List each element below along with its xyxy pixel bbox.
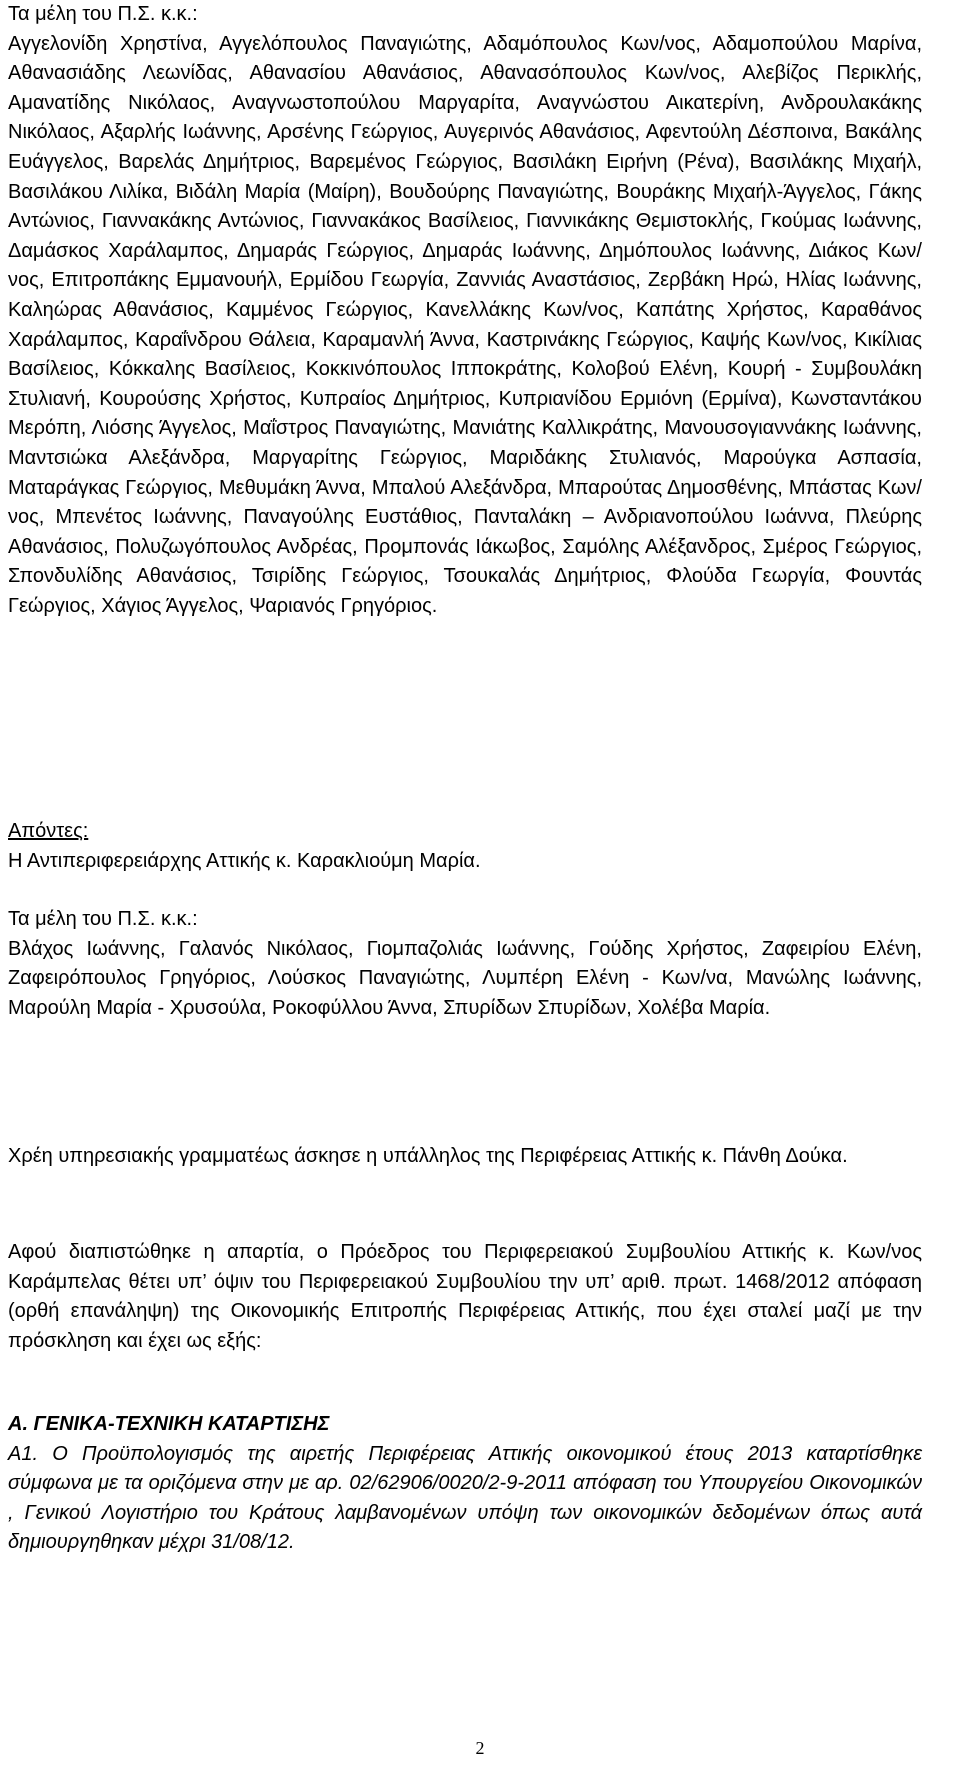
quorum-section: [8, 1238, 922, 1356]
absent-heading: Απόντες:: [8, 820, 89, 842]
page-number: 2: [475, 1738, 485, 1758]
section-a1-paragraph: Α1. Ο Προϋπολογισμός της αιρετής Περιφέρειας Αττικής οικονομικού έτους 2013 καταρτίσθηκε σύμφωνα με τα οριζόμενα στην με αρ. 02/62906/0020/2-9-2011 απόφαση του Υπουργείου Οικονομικών , Γενικού Λογιστήριο του Κράτους λαμβανομένων υπόψη των οικονομικών δεδομένων όπως αυτά δημιουργηθηκαν μέχρι 31/08/12.: [8, 1442, 922, 1554]
section-a-heading: Α. ΓΕΝΙΚΑ-ΤΕΧΝΙΚΗ ΚΑΤΑΡΤΙΣΗΣ: [8, 1413, 330, 1435]
present-members-list: Αγγελονίδη Χρηστίνα, Αγγελόπουλος Παναγιώτης, Αδαμόπουλος Κων/νος, Αδαμοπούλου Μαρίνα, Αθανασιάδης Λεωνίδας, Αθανασίου Αθανάσιος, Αθανασόπουλος Κων/νος, Αλεβίζος Περικλής, Αμανατίδης Νικόλαος, Αναγνωστοπούλου Μαργαρίτα, Αναγνώστου Αικατερίνη, Ανδρουλακάκης Νικόλαος, Αξαρλής Ιωάννης, Αρσένης Γεώργιος, Αυγερινός Αθανάσιος, Αφεντούλη Δέσποινα, Βακάλης Ευάγγελος, Βαρελάς Δημήτριος, Βαρεμένος Γεώργιος, Βασιλάκη Ειρήνη (Ρένα), Βασιλάκης Μιχαήλ, Βασιλάκου Λιλίκα, Βιδάλη Μαρία (Μαίρη), Βουδούρης Παναγιώτης, Βουράκης Μιχαήλ-Άγγελος, Γάκης Αντώνιος, Γιαννακάκης Αντώνιος, Γιαννακάκος Βασίλειος, Γιαννικάκης Θεμιστοκλής, Γκούμας Ιωάννης, Δαμάσκος Χαράλαμπος, Δημαράς Γεώργιος, Δημαράς Ιωάννης, Δημόπουλος Ιωάννης, Διάκος Κων/νος, Επιτροπάκης Εμμανουήλ, Ερμίδου Γεωργία, Ζαννιάς Αναστάσιος, Ζερβάκη Ηρώ, Ηλίας Ιωάννης, Καληώρας Αθανάσιος, Καμμένος Γεώργιος, Κανελλάκης Κων/νος, Καπάτης Χρήστος, Καραθάνος Χαράλαμπος, Καραΐνδρου Θάλεια, Καραμανλή Άννα, Καστρινάκης Γεώργιος, Καψής Κων/νος, Κικίλιας Βασίλειος, Κόκκαλης Βασίλειος, Κοκκινόπουλος Ιπποκράτης, Κολοβού Ελένη, Κουρή - Συμβουλάκη Στυλιανή, Κουρούσης Χρήστος, Κυπραίος Δημήτριος, Κυπριανίδου Ερμιόνη (Ερμίνα), Κωνσταντάκου Μερόπη, Λιόσης Άγγελος, Μαΐστρος Παναγιώτης, Μανιάτης Καλλικράτης, Μανουσογιαννάκης Ιωάννης, Μαντσιώκα Αλεξάνδρα, Μαργαρίτης Γεώργιος, Μαριδάκης Στυλιανός, Μαρούγκα Ασπασία, Ματαράγκας Γεώργιος, Μεθυμάκη Άννα, Μπαλού Αλεξάνδρα, Μπαρούτας Δημοσθένης, Μπάστας Κων/νος, Μπενέτος Ιωάννης, Παναγούλης Ευστάθιος, Πανταλάκη – Ανδριανοπούλου Ιωάννα, Πλεύρης Αθανάσιος, Πολυζωγόπουλος Ανδρέας, Προμπονάς Ιάκωβος, Σαμόλης Αλέξανδρος, Σμέρος Γεώργιος, Σπονδυλίδης Αθανάσιος, Τσιρίδης Γεώργιος, Τσουκαλάς Δημήτριος, Φλούδα Γεωργία, Φουντάς Γεώργιος, Χάγιος Άγγελος, Ψαριανός Γρηγόριος.: [8, 32, 922, 617]
secretary-text: Χρέη υπηρεσιακής γραμματέως άσκησε η υπάλληλος της Περιφέρειας Αττικής κ. Πάνθη Δούκα.: [8, 1145, 848, 1167]
quorum-text: Αφού διαπιστώθηκε η απαρτία, ο Πρόεδρος του Περιφερειακού Συμβουλίου Αττικής κ. Κων/νος Καράμπελας θέτει υπ’ όψιν του Περιφερειακού Συμβουλίου την υπ’ αριθ. πρωτ. 1468/2012 απόφαση (ορθή επανάληψη) της Οικονομικής Επιτροπής Περιφέρειας Αττικής, που έχει σταλεί μαζί με την πρόσκληση και έχει ως εξής:: [8, 1241, 922, 1352]
present-members-section: [8, 0, 922, 621]
absent-regional-governor: Η Αντιπεριφερειάρχης Αττικής κ. Καρακλιούμη Μαρία.: [8, 849, 481, 872]
secretary-section: [8, 1142, 922, 1172]
absent-members-heading: Τα μέλη του Π.Σ. κ.κ.:: [8, 908, 198, 930]
present-members-heading: Τα μέλη του Π.Σ. κ.κ.:: [8, 3, 198, 25]
section-a: [8, 1410, 922, 1558]
absent-section: [8, 817, 922, 876]
absent-members-section: [8, 905, 922, 1023]
absent-members-list: Βλάχος Ιωάννης, Γαλανός Νικόλαος, Γιομπαζολιάς Ιωάννης, Γούδης Χρήστος, Ζαφειρίου Ελένη, Ζαφειρόπουλος Γρηγόριος, Λούσκος Παναγιώτης, Λυμπέρη Ελένη - Κων/να, Μανώλης Ιωάννης, Μαρούλη Μαρία - Χρυσούλα, Ροκοφύλλου Άννα, Σπυρίδων Σπυρίδων, Χολέβα Μαρία.: [8, 937, 922, 1019]
